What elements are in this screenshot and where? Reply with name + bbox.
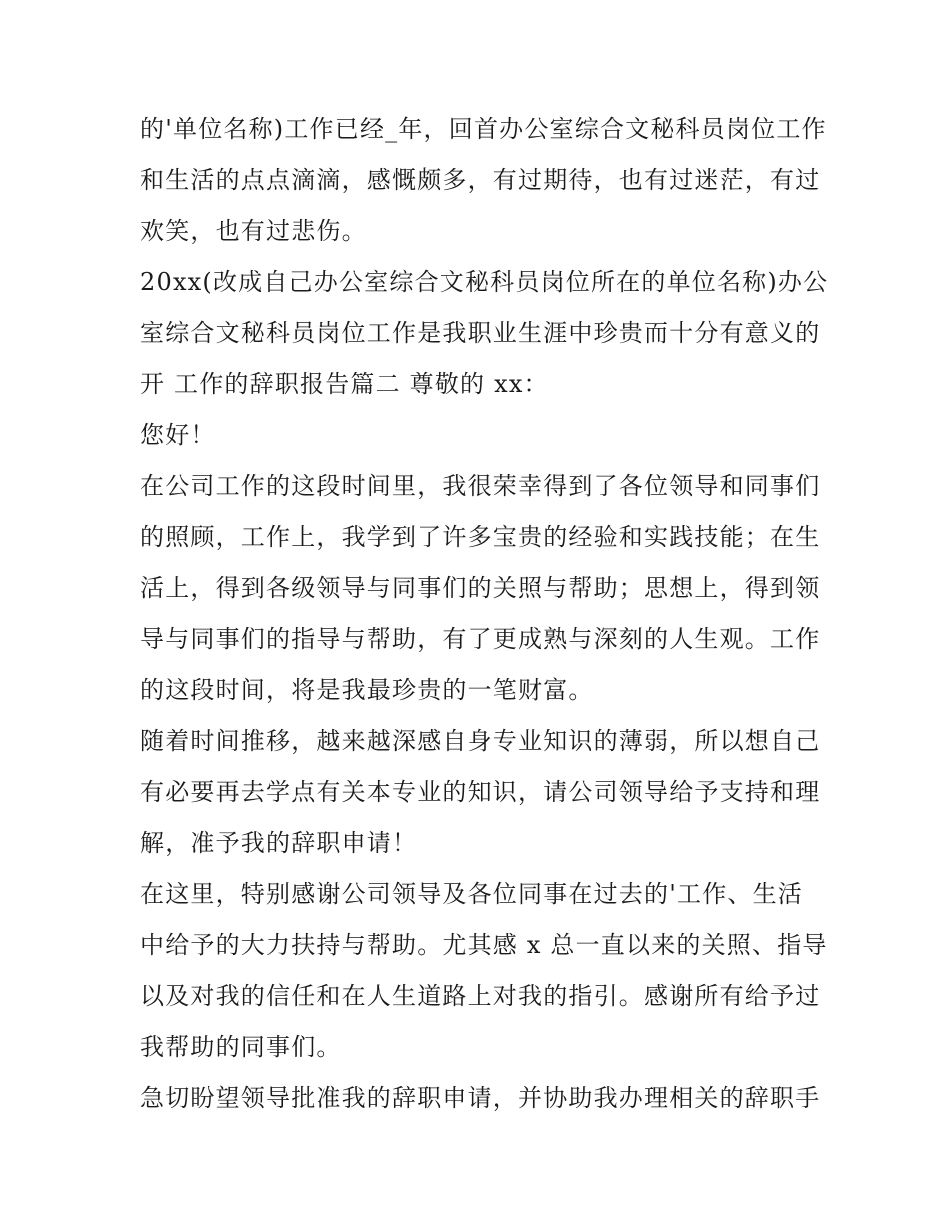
text-line: 和生活的点点滴滴，感慨颇多，有过期待，也有过迷茫，有过	[140, 166, 821, 194]
text-line: 我帮助的同事们。	[140, 1033, 342, 1061]
text-line: 解，准予我的辞职申请！	[140, 829, 418, 857]
text-line: 开 工作的辞职报告篇二 尊敬的 xx：	[140, 370, 549, 398]
text-line: 在公司工作的这段时间里，我很荣幸得到了各位领导和同事们	[140, 472, 821, 500]
text-line: 20xx(改成自己办公室综合文秘科员岗位所在的单位名称)办公	[140, 268, 829, 296]
text-line: 中给予的大力扶持与帮助。尤其感 x 总一直以来的关照、指导	[140, 931, 828, 959]
document-body	[140, 104, 830, 1124]
text-line: 欢笑，也有过悲伤。	[140, 217, 367, 245]
text-line: 的这段时间，将是我最珍贵的一笔财富。	[140, 676, 594, 704]
text-line: 的照顾，工作上，我学到了许多宝贵的经验和实践技能；在生	[140, 523, 821, 551]
text-line: 有必要再去学点有关本专业的知识，请公司领导给予支持和理	[140, 778, 821, 806]
text-line: 活上，得到各级领导与同事们的关照与帮助；思想上，得到领	[140, 574, 821, 602]
text-line: 室综合文秘科员岗位工作是我职业生涯中珍贵而十分有意义的	[140, 319, 821, 347]
text-line: 以及对我的信任和在人生道路上对我的指引。感谢所有给予过	[140, 982, 821, 1010]
text-line: 在这里，特别感谢公司领导及各位同事在过去的'工作、生活	[140, 880, 803, 908]
text-line: 随着时间推移，越来越深感自身专业知识的薄弱，所以想自己	[140, 727, 821, 755]
text-line: 的'单位名称)工作已经_年，回首办公室综合文秘科员岗位工作	[140, 115, 827, 143]
text-line: 急切盼望领导批准我的辞职申请，并协助我办理相关的辞职手	[140, 1084, 821, 1112]
text-line: 您好！	[140, 421, 216, 449]
text-line: 导与同事们的指导与帮助，有了更成熟与深刻的人生观。工作	[140, 625, 821, 653]
